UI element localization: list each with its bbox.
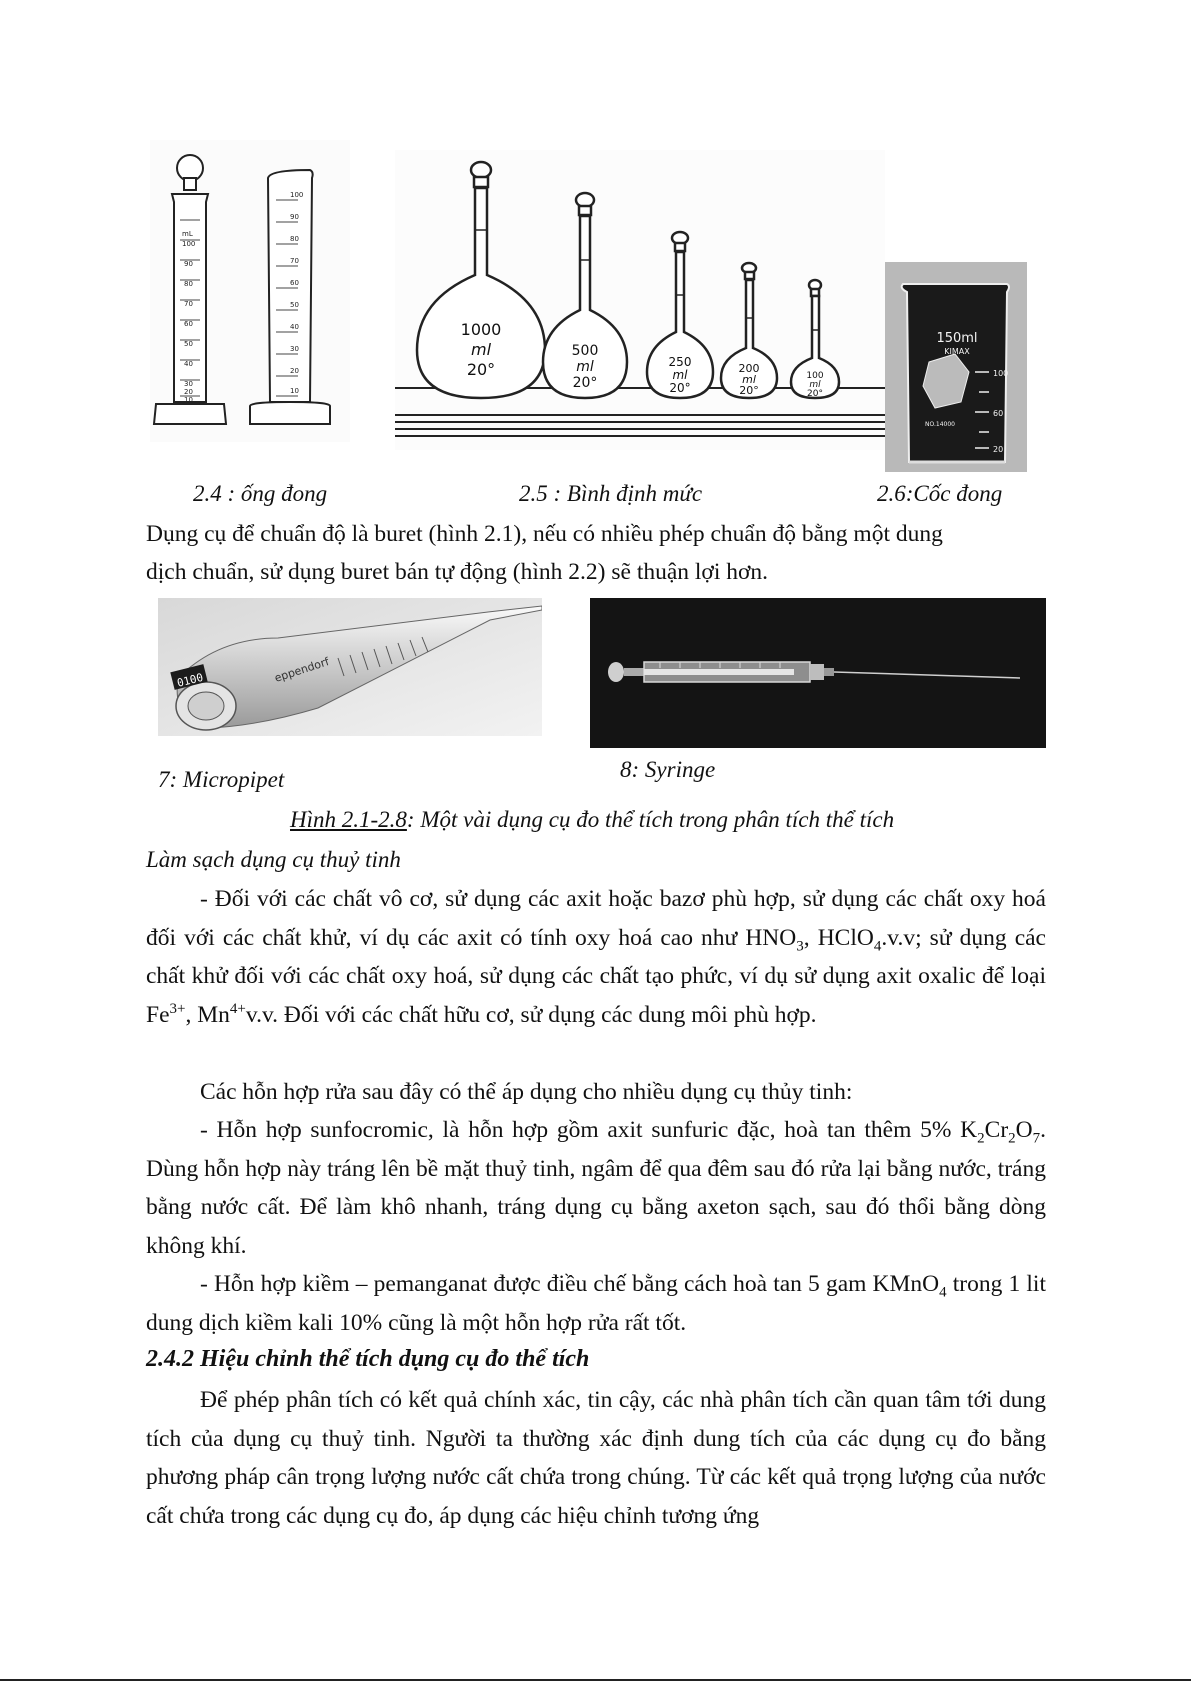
- beaker-mark-100: 100: [993, 369, 1009, 378]
- cyl-right-scale-0: 100: [290, 191, 304, 199]
- flask-250-temp: 20°: [669, 381, 691, 395]
- cyl-right-scale-3: 70: [290, 257, 299, 265]
- bottom-rule: [0, 1679, 1191, 1681]
- flask-500-label: 500: [571, 343, 599, 359]
- flask-1000-unit: ml: [470, 340, 492, 359]
- beaker-brand: KIMAX: [944, 347, 970, 356]
- cyl-right-scale-6: 40: [290, 323, 299, 331]
- section-heading: 2.4.2 Hiệu chỉnh thể tích dụng cụ đo thể tích: [146, 1346, 590, 1372]
- flask-500-unit: ml: [576, 359, 594, 375]
- caption-syringe: 8: Syringe: [620, 757, 716, 782]
- caption-cylinders: 2.4 : ống đong: [193, 481, 328, 506]
- paragraph-2: - Đối với các chất vô cơ, sử dụng các axit hoặc bazơ phù hợp, sử dụng các chất oxy hoá đối với các chất khử, ví dụ các axit có tính oxy hoá cao như $HNO_3$, HClO$_4$.v.v; sử dụng các chất khử đối với các chất oxy hoá, sử dụng các chất tạo phức, ví dụ sử dụng axit oxalic để loại $Fe^{3+}$, $Mn^{4+}v.v$. Đối với các chất hữu cơ, sử dụng các dung môi phù hợp.: [146, 886, 1046, 1028]
- cyl-right-scale-5: 50: [290, 301, 299, 309]
- cyl-right-scale-8: 20: [290, 367, 299, 375]
- beaker-mark-60: 60: [993, 409, 1004, 418]
- flask-250-label: 250: [668, 355, 692, 369]
- paragraph-5: - Hỗn hợp kiềm – pemanganat được điều chế bằng cách hoà tan 5 gam KMnO$_4$ trong 1 lit dung dịch kiềm kali 10% cũng là một hỗn hợp rửa rất tốt.: [146, 1271, 1046, 1336]
- caption-beaker: 2.6:Cốc đong: [877, 481, 1003, 506]
- paragraph-1-line-2: dịch chuẩn, sử dụng buret bán tự động (hình 2.2) sẽ thuận lợi hơn.: [146, 559, 769, 585]
- cyl-left-scale-0: mL: [182, 230, 193, 238]
- paragraph-3: Các hỗn hợp rửa sau đây có thể áp dụng cho nhiều dụng cụ thủy tinh:: [200, 1079, 853, 1105]
- figure-title-text: : Một vài dụng cụ đo thể tích trong phân tích thể tích: [406, 807, 895, 832]
- flask-1000-label: 1000: [460, 320, 502, 339]
- paragraph-6: Để phép phân tích có kết quả chính xác, tin cậy, các nhà phân tích cần quan tâm tới dung tích của dụng cụ thuỷ tinh. Người ta thường xác định dung tích của các dụng cụ đo bằng phương pháp cân trọng lượng nước cất chứa trong chúng. Từ các kết quả trọng lượng của nước cất chứa trong các dụng cụ đo, áp dụng các hiệu chỉnh tương ứng: [146, 1387, 1046, 1529]
- cyl-left-scale-8: 30: [184, 380, 193, 388]
- flask-1000-temp: 20°: [466, 360, 496, 379]
- subheading-cleaning: Làm sạch dụng cụ thuỷ tinh: [146, 847, 401, 872]
- caption-micropipet: 7: Micropipet: [158, 767, 285, 792]
- flask-250-unit: ml: [672, 368, 688, 382]
- cyl-left-scale-2: 90: [184, 260, 193, 268]
- figure-title-label: Hình 2.1-2.8: [290, 807, 407, 832]
- cyl-right-scale-9: 10: [290, 387, 299, 395]
- flask-100-unit: ml: [809, 380, 821, 390]
- caption-flasks: 2.5 : Bình định mức: [519, 481, 703, 506]
- beaker-mark-20: 20: [993, 445, 1004, 454]
- flask-500-temp: 20°: [572, 375, 598, 391]
- paragraph-4: - Hỗn hợp sunfocromic, là hỗn hợp gồm axit sunfuric đặc, hoà tan thêm 5% $K_2Cr_2O_7$. Dùng hỗn hợp này tráng lên bề mặt thuỷ tinh, ngâm để qua đêm sau đó rửa lại bằng nước, tráng bằng nước cất. Để làm khô nhanh, tráng dụng cụ bằng axeton sạch, sau đó thổi bằng dòng không khí.: [146, 1117, 1046, 1259]
- figure-title: [290, 807, 894, 833]
- micropipet-counter: 0100: [175, 670, 205, 690]
- cyl-left-scale-9: 20: [184, 388, 193, 396]
- flask-200-unit: ml: [742, 373, 756, 386]
- cyl-right-scale-2: 80: [290, 235, 299, 243]
- beaker-image: [885, 262, 1027, 472]
- micropipet-brand: eppendorf: [272, 655, 331, 685]
- flask-100-label: 100: [806, 371, 824, 381]
- flask-100-temp: 20°: [807, 389, 823, 399]
- graduated-cylinders-image: [150, 140, 350, 442]
- volumetric-flasks-image: [395, 150, 885, 450]
- cyl-left-scale-5: 60: [184, 320, 193, 328]
- flask-200-temp: 20°: [739, 384, 759, 397]
- micropipet-image: [158, 598, 542, 736]
- cyl-left-scale-4: 70: [184, 300, 193, 308]
- cyl-left-scale-6: 50: [184, 340, 193, 348]
- cyl-right-scale-1: 90: [290, 213, 299, 221]
- cyl-right-scale-4: 60: [290, 279, 299, 287]
- flask-200-label: 200: [738, 362, 760, 375]
- beaker-model: NO.14000: [925, 421, 955, 428]
- syringe-image: [590, 598, 1046, 748]
- cyl-left-scale-7: 40: [184, 360, 193, 368]
- cyl-left-scale-3: 80: [184, 280, 193, 288]
- paragraph-1-line-1: Dụng cụ để chuẩn độ là buret (hình 2.1), nếu có nhiều phép chuẩn độ bằng một dung: [146, 521, 943, 547]
- cyl-right-scale-7: 30: [290, 345, 299, 353]
- cyl-left-scale-10: 10: [184, 396, 193, 404]
- beaker-volume: 150ml: [936, 331, 978, 346]
- cyl-left-scale-1: 100: [182, 240, 196, 248]
